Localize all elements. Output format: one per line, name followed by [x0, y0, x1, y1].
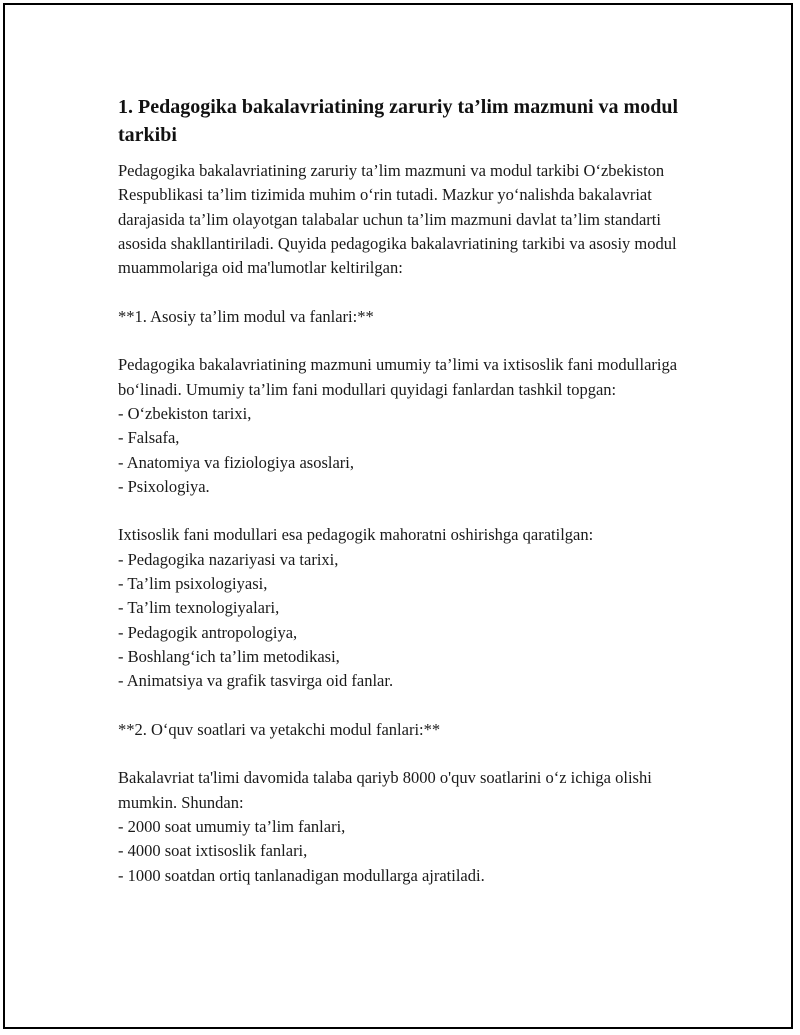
list-item: - Pedagogik antropologiya, — [118, 622, 298, 642]
list-item: - Falsafa, — [118, 428, 180, 448]
list-item: - O‘zbekiston tarixi, — [118, 403, 252, 423]
specialty-intro: Ixtisoslik fani modullari esa pedagogik mahoratni oshirishga qaratilgan: — [118, 525, 594, 545]
document-title: 1. Pedagogika bakalavriatining zaruriy ta’lim mazmuni va modul tarkibi — [118, 96, 679, 146]
specialty-subjects-list — [118, 548, 698, 694]
list-item: - 4000 soat ixtisoslik fanlari, — [118, 841, 308, 861]
list-item: - Psixologiya. — [118, 476, 210, 496]
list-item: - Anatomiya va fiziologiya asoslari, — [118, 452, 354, 472]
general-subjects-list — [118, 402, 698, 499]
section-2-heading: **2. O‘quv soatlari va yetakchi modul fanlari:** — [118, 719, 441, 739]
list-item: - Ta’lim psixologiyasi, — [118, 574, 268, 594]
intro-paragraph: Pedagogika bakalavriatining zaruriy ta’lim mazmuni va modul tarkibi O‘zbekiston Respublikasi ta’lim tizimida muhim o‘rin tutadi. Mazkur yo‘nalishda bakalavriat darajasida ta’lim olayotgan talabalar uchun ta’lim mazmuni davlat ta’lim standarti asosida shakllantiriladi. Quyida pedagogika bakalavriatining tarkibi va asosiy modul muammolariga oid ma'lumotlar keltirilgan: — [118, 161, 677, 278]
spacer — [118, 329, 698, 353]
section-2-paragraph: Bakalavriat ta'limi davomida talaba qariyb 8000 o'quv soatlarini o‘z ichiga olishi mumkin. Shundan: — [118, 768, 652, 812]
spacer — [118, 499, 698, 523]
list-item: - Animatsiya va grafik tasvirga oid fanlar. — [118, 671, 394, 691]
list-item: - 1000 soatdan ortiq tanlanadigan modullarga ajratiladi. — [118, 865, 485, 885]
section-1-paragraph: Pedagogika bakalavriatining mazmuni umumiy ta’limi va ixtisoslik fani modullariga bo‘linadi. Umumiy ta’lim fani modullari quyidagi fanlardan tashkil topgan: — [118, 355, 678, 399]
list-item: - Boshlang‘ich ta’lim metodikasi, — [118, 646, 340, 666]
list-item: - 2000 soat umumiy ta’lim fanlari, — [118, 817, 346, 837]
hours-list — [118, 815, 698, 888]
spacer — [118, 694, 698, 718]
section-1-heading: **1. Asosiy ta’lim modul va fanlari:** — [118, 306, 374, 326]
list-item: - Ta’lim texnologiyalari, — [118, 598, 280, 618]
document-body — [118, 93, 698, 888]
list-item: - Pedagogika nazariyasi va tarixi, — [118, 549, 339, 569]
spacer — [118, 280, 698, 304]
spacer — [118, 742, 698, 766]
